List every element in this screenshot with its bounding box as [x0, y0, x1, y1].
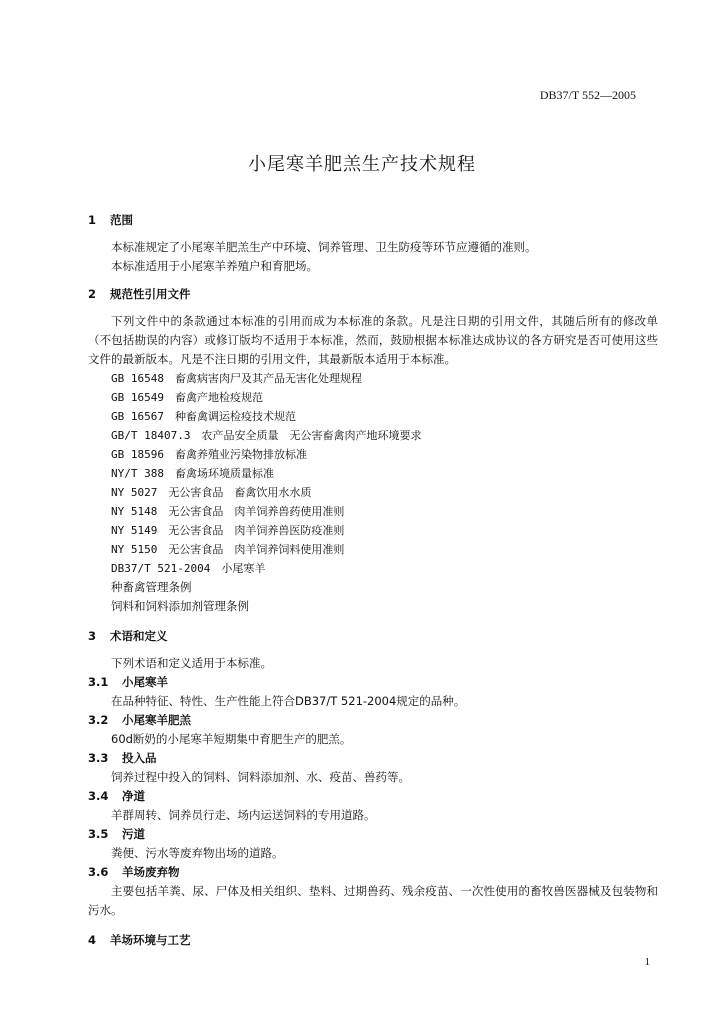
- reference-item: NY/T 388 畜禽场环境质量标准: [111, 467, 274, 480]
- section-number: 4: [88, 933, 97, 947]
- term-name: 小尾寒羊肥羔: [122, 713, 192, 727]
- term-number: 3.2: [88, 713, 109, 727]
- term-number: 3.1: [88, 675, 109, 689]
- section-number: 1: [88, 213, 97, 227]
- section-title: 范围: [110, 213, 134, 227]
- reference-item: NY 5148 无公害食品 肉羊饲养兽药使用准则: [111, 505, 345, 518]
- term-definition: 在品种特征、特性、生产性能上符合DB37/T 521-2004规定的品种。: [111, 694, 466, 708]
- term-name: 污道: [122, 827, 146, 841]
- term-definition: 羊群周转、饲养员行走、场内运送饲料的专用道路。: [111, 808, 376, 822]
- paragraph: 本标准规定了小尾寒羊肥羔生产中环境、饲养管理、卫生防疫等环节应遵循的准则。: [111, 240, 537, 254]
- term-name: 小尾寒羊: [122, 675, 169, 689]
- term-definition: 主要包括羊粪、尿、尸体及相关组织、垫料、过期兽药、残余疫苗、一次性使用的畜牧兽医器械及包装物和污水。: [88, 884, 658, 917]
- reference-item: GB/T 18407.3 农产品安全质量 无公害畜禽肉产地环境要求: [111, 429, 422, 442]
- term-number: 3.5: [88, 827, 109, 841]
- document-body: [88, 210, 658, 950]
- term-number: 3.6: [88, 865, 109, 879]
- reference-item: GB 16567 种畜禽调运检疫技术规范: [111, 410, 296, 423]
- paragraph: 下列术语和定义适用于本标准。: [111, 656, 272, 670]
- term-number: 3.4: [88, 789, 109, 803]
- reference-item: DB37/T 521-2004 小尾寒羊: [111, 562, 266, 575]
- term-name: 羊场废弃物: [122, 865, 180, 879]
- reference-item: GB 16549 畜禽产地检疫规范: [111, 391, 263, 404]
- term-number: 3.3: [88, 751, 109, 765]
- reference-item: NY 5149 无公害食品 肉羊饲养兽医防疫准则: [111, 524, 345, 537]
- paragraph: 下列文件中的条款通过本标准的引用而成为本标准的条款。凡是注日期的引用文件，其随后所有的修改单（不包括勘误的内容）或修订版均不适用于本标准，然而，鼓励根据本标准达成协议的各方研究是否可使用这些文件的最新版本。凡是不注日期的引用文件，其最新版本适用于本标准。: [88, 314, 658, 366]
- section-title: 术语和定义: [110, 629, 168, 643]
- page-title: 小尾寒羊肥羔生产技术规程: [248, 154, 476, 175]
- reference-list: [88, 369, 658, 616]
- standard-code: DB37/T 552—2005: [539, 88, 636, 102]
- paragraph: 本标准适用于小尾寒羊养殖户和育肥场。: [111, 259, 318, 273]
- term-name: 投入品: [122, 751, 157, 765]
- section-number: 3: [88, 629, 97, 643]
- term-definition: 饲养过程中投入的饲料、饲料添加剂、水、疫苗、兽药等。: [111, 770, 410, 784]
- section-title: 羊场环境与工艺: [110, 933, 191, 947]
- section-heading-3: [88, 626, 658, 646]
- reference-item: NY 5150 无公害食品 肉羊饲养饲料使用准则: [111, 543, 345, 556]
- page-number: 1: [644, 956, 650, 968]
- section-heading-4: [88, 930, 658, 950]
- term-heading: [88, 863, 658, 882]
- reference-item: 种畜禽管理条例: [111, 580, 192, 594]
- section-number: 2: [88, 287, 97, 301]
- term-definition: 粪便、污水等废弃物出场的道路。: [111, 846, 284, 860]
- term-heading: [88, 749, 658, 768]
- section-heading-2: [88, 284, 658, 304]
- term-name: 净道: [122, 789, 146, 803]
- term-definition: 60d断奶的小尾寒羊短期集中育肥生产的肥羔。: [111, 732, 352, 746]
- section-heading-1: [88, 210, 658, 230]
- term-heading: [88, 673, 658, 692]
- section-title: 规范性引用文件: [110, 287, 191, 301]
- reference-item: 饲料和饲料添加剂管理条例: [111, 599, 249, 613]
- reference-item: GB 18596 畜禽养殖业污染物排放标准: [111, 448, 307, 461]
- term-heading: [88, 825, 658, 844]
- term-heading: [88, 711, 658, 730]
- term-heading: [88, 787, 658, 806]
- reference-item: NY 5027 无公害食品 畜禽饮用水水质: [111, 486, 312, 499]
- reference-item: GB 16548 畜禽病害肉尸及其产品无害化处理规程: [111, 372, 362, 385]
